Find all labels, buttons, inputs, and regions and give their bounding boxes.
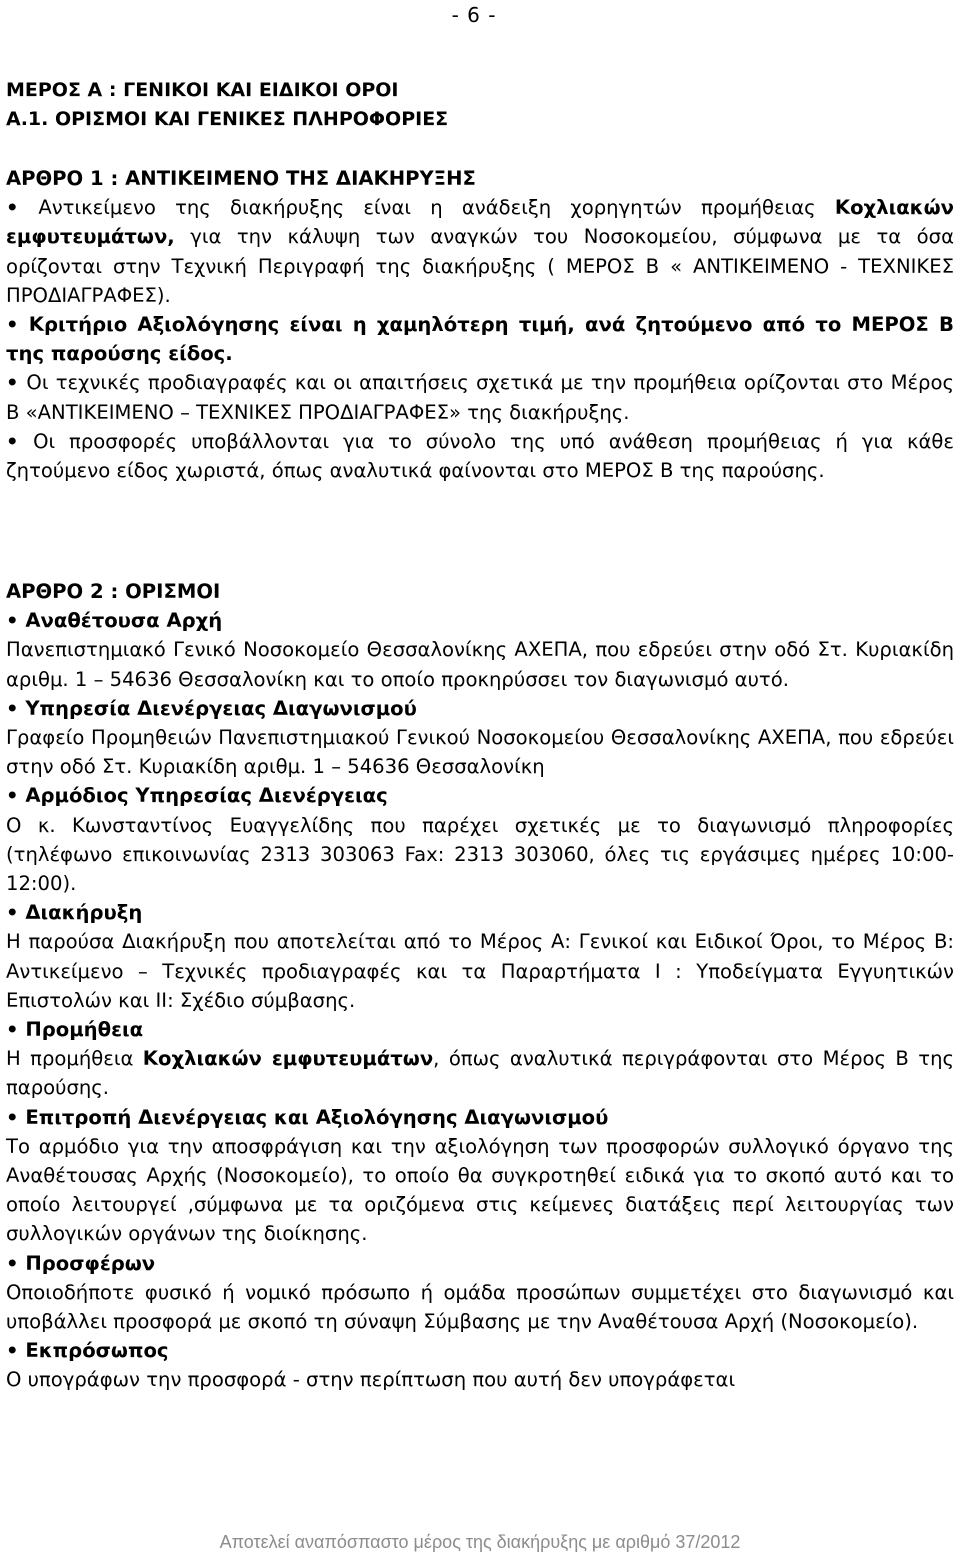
part-title-line1: ΜΕΡΟΣ Α : ΓΕΝΙΚΟΙ ΚΑΙ ΕΙΔΙΚΟΙ ΟΡΟΙ (6, 79, 399, 101)
def-term-committee: • Επιτροπή Διενέργειας και Αξιολόγησης Διαγωνισμού (6, 1103, 954, 1132)
article1-bullet-subject-bold: Κοχλιακών εμφυτευμάτων, (6, 196, 954, 249)
article1-section (6, 164, 954, 485)
def-desc-conducting-service: Γραφείο Προμηθειών Πανεπιστημιακού Γενικού Νοσοκομείου Θεσσαλονίκης ΑΧΕΠΑ, που εδρεύει στην οδό Στ. Κυριακίδη αριθμ. 1 – 54636 Θεσσαλονίκη (6, 726, 954, 779)
def-desc-declaration: Η παρούσα Διακήρυξη που αποτελείται από το Μέρος Α: Γενικοί και Ειδικοί Όροι, το Μέρος Β: Αντικείμενο – Τεχνικές προδιαγραφές και τα Παραρτήματα Ι : Υποδείγματα Εγγυητικών Επιστολών και ΙΙ: Σχέδιο σύμβασης. (6, 930, 954, 1012)
def-term-declaration: • Διακήρυξη (6, 898, 954, 927)
def-term-responsible-person: • Αρμόδιος Υπηρεσίας Διενέργειας (6, 781, 954, 810)
def-desc-supply-tail: , όπως αναλυτικά περιγράφονται στο Μέρος Β της παρούσης. (6, 1047, 954, 1100)
def-term-supply: • Προμήθεια (6, 1015, 954, 1044)
article2-heading: ΑΡΘΡΟ 2 : ΟΡΙΣΜΟΙ (6, 580, 221, 603)
def-term-representative: • Εκπρόσωπος (6, 1336, 954, 1365)
def-desc-representative: Ο υπογράφων την προσφορά - στην περίπτωση που αυτή δεν υπογράφεται (6, 1368, 736, 1392)
article1-bullet-subject-tail: για την κάλυψη των αναγκών του Νοσοκομείου, σύμφωνα με τα όσα ορίζονται στην Τεχνική Περιγραφή της διακήρυξης ( ΜΕΡΟΣ Β « ΑΝΤΙΚΕΙΜΕΝΟ - ΤΕΧΝΙΚΕΣ ΠΡΟΔΙΑΓΡΑΦΕΣ). (6, 225, 954, 307)
def-desc-responsible-person: Ο κ. Κωνσταντίνος Ευαγγελίδης που παρέχει σχετικές με το διαγωνισμό πληροφορίες (τηλέφωνο επικοινωνίας 2313 303063 Fax: 2313 303060, όλες τις εργάσιμες ημέρες 10:00-12:00). (6, 813, 954, 896)
page-footer: Αποτελεί αναπόσπαστο μέρος της διακήρυξης με αριθμό 37/2012 (219, 1532, 741, 1552)
part-title-line2: Α.1. ΟΡΙΣΜΟΙ ΚΑΙ ΓΕΝΙΚΕΣ ΠΛΗΡΟΦΟΡΙΕΣ (6, 108, 449, 130)
def-desc-committee: Το αρμόδιο για την αποσφράγιση και την αξιολόγηση των προσφορών συλλογικό όργανο της Αναθέτουσας Αρχής (Νοσοκομείο), το οποίο θα συγκροτηθεί ειδικά για το σκοπό αυτό και το οποίο λειτουργεί ,σύμφωνα με τα οριζόμενα στις κείμενες διατάξεις περί λειτουργίας των συλλογικών οργάνων της διοίκησης. (6, 1134, 954, 1246)
page-number: - 6 - (451, 3, 497, 27)
def-desc-bidder: Οποιοδήποτε φυσικό ή νομικό πρόσωπο ή ομάδα προσώπων συμμετέχει στο διαγωνισμό και υποβάλλει προσφορά με σκοπό τη σύναψη Σύμβασης με την Αναθέτουσα Αρχή (Νοσοκομείο). (6, 1280, 954, 1334)
def-term-bidder: • Προσφέρων (6, 1249, 954, 1278)
article1-heading: ΑΡΘΡΟ 1 : ΑΝΤΙΚΕΙΜΕΝΟ ΤΗΣ ΔΙΑΚΗΡΥΞΗΣ (6, 167, 476, 190)
article2-section (6, 577, 954, 1395)
def-desc-supply (6, 1044, 954, 1102)
article1-bullet-subject-text: Αντικείμενο της διακήρυξης είναι η ανάδειξη χορηγητών προμήθειας (38, 196, 835, 220)
article1-bullet-subject (6, 193, 954, 310)
def-desc-contracting-authority: Πανεπιστημιακό Γενικό Νοσοκομείο Θεσσαλονίκης ΑΧΕΠΑ, που εδρεύει στην οδό Στ. Κυριακίδη αριθμ. 1 – 54636 Θεσσαλονίκη και το οποίο προκηρύσσει τον διαγωνισμό αυτό. (6, 638, 954, 691)
article1-bullet-criterion: • Κριτήριο Αξιολόγησης είναι η χαμηλότερη τιμή, ανά ζητούμενο από το ΜΕΡΟΣ Β της παρούσης είδος. (6, 310, 954, 368)
def-term-contracting-authority: • Αναθέτουσα Αρχή (6, 606, 954, 635)
part-title (6, 76, 448, 134)
def-desc-supply-bold: Κοχλιακών εμφυτευμάτων (142, 1047, 434, 1071)
def-desc-supply-text: Η προμήθεια (6, 1047, 143, 1071)
article1-bullet-specs: • Οι τεχνικές προδιαγραφές και οι απαιτήσεις σχετικά με την προμήθεια ορίζονται στο Μέρος Β «ΑΝΤΙΚΕΙΜΕΝΟ – ΤΕΧΝΙΚΕΣ ΠΡΟΔΙΑΓΡΑΦΕΣ» της διακήρυξης. (6, 368, 954, 426)
def-term-conducting-service: • Υπηρεσία Διενέργειας Διαγωνισμού (6, 694, 954, 723)
article1-bullet-offers: • Οι προσφορές υποβάλλονται για το σύνολο της υπό ανάθεση προμήθειας ή για κάθε ζητούμενο είδος χωριστά, όπως αναλυτικά φαίνονται στο ΜΕΡΟΣ Β της παρούσης. (6, 427, 954, 485)
